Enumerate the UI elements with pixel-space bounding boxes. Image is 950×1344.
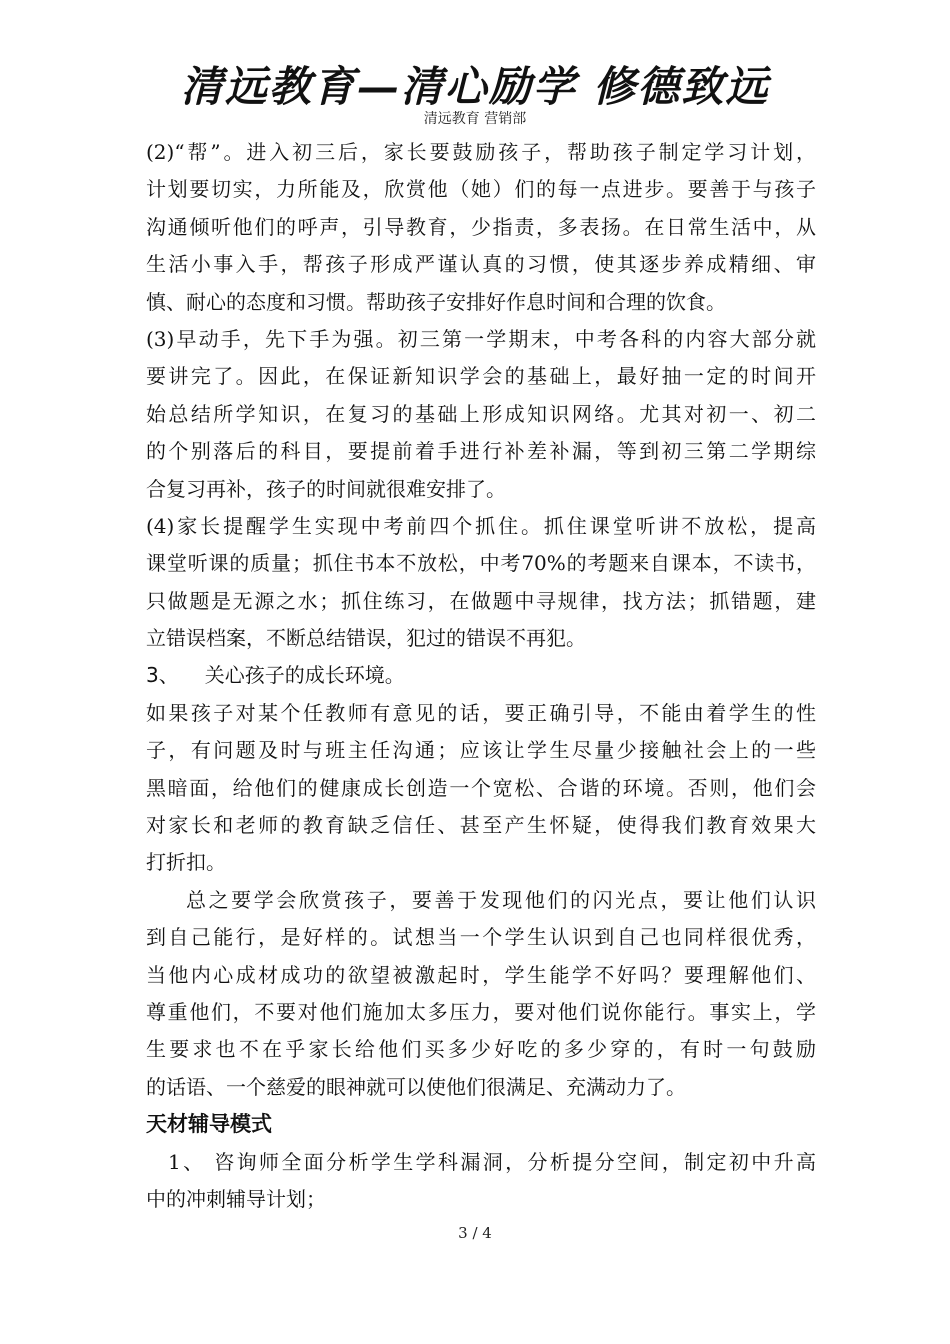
- paragraph-4-line: (4)家长提醒学生实现中考前四个抓住。抓住课堂听讲不放松，提高: [146, 513, 816, 538]
- paragraph-3-line: 合复习再补，孩子的时间就很难安排了。: [146, 476, 506, 501]
- header-subtitle: 清远教育 营销部: [423, 111, 527, 127]
- paragraph-3-line: 始总结所学知识，在复习的基础上形成知识网络。尤其对初一、初二: [146, 401, 816, 426]
- paragraph-2-line: (2)“帮”。进入初三后，家长要鼓励孩子，帮助孩子制定学习计划，: [146, 140, 816, 164]
- paragraph-3-line: (3)早动手，先下手为强。初三第一学期末，中考各科的内容大部分就: [146, 326, 816, 351]
- section-3-number: 3、: [146, 663, 179, 688]
- section-heading: 天材辅导模式: [146, 1112, 272, 1137]
- document-body: [146, 134, 816, 1218]
- paragraph-6-line: 总之要学会欣赏孩子，要善于发现他们的闪光点，要让他们认识: [186, 887, 816, 912]
- paragraph-7-line: 1、 咨询师全面分析学生学科漏洞，分析提分空间，制定初中升高: [168, 1149, 816, 1174]
- paragraph-5-line: 对家长和老师的教育缺乏信任、甚至产生怀疑，使得我们教育效果大: [146, 813, 816, 838]
- paragraph-6-line: 生要求也不在乎家长给他们买多少好吃的多少穿的，有时一句鼓励: [146, 1037, 816, 1062]
- paragraph-5-line: 子，有问题及时与班主任沟通；应该让学生尽量少接触社会上的一些: [146, 738, 816, 763]
- paragraph-5-line: 黑暗面，给他们的健康成长创造一个宽松、合谐的环境。否则，他们会: [146, 775, 816, 800]
- paragraph-6-line: 到自己能行，是好样的。试想当一个学生认识到自己也同样很优秀，: [146, 925, 816, 950]
- paragraph-5-line: 打折扣。: [146, 850, 226, 875]
- paragraph-2-line: 计划要切实，力所能及，欣赏他（她）们的每一点进步。要善于与孩子: [146, 177, 816, 202]
- paragraph-6-line: 的话语、一个慈爱的眼神就可以使他们很满足、充满动力了。: [146, 1074, 686, 1099]
- paragraph-7-line: 中的冲刺辅导计划；: [146, 1186, 326, 1211]
- paragraph-2-line: 慎、耐心的态度和习惯。帮助孩子安排好作息时间和合理的饮食。: [146, 289, 726, 314]
- paragraph-2-line: 生活小事入手，帮孩子形成严谨认真的习惯，使其逐步养成精细、审: [146, 252, 816, 277]
- header-banner: 清远教育—清心励学 修德致远: [180, 62, 770, 111]
- page-number: 3 / 4: [458, 1224, 492, 1242]
- paragraph-4-line: 课堂听课的质量；抓住书本不放松，中考70%的考题来自课本，不读书，: [146, 551, 816, 576]
- paragraph-6-line: 当他内心成材成功的欲望被激起时，学生能学不好吗？要理解他们、: [146, 962, 816, 987]
- paragraph-4-line: 只做题是无源之水；抓住练习，在做题中寻规律，找方法；抓错题，建: [146, 588, 816, 613]
- paragraph-3-line: 要讲完了。因此，在保证新知识学会的基础上，最好抽一定的时间开: [146, 364, 816, 389]
- paragraph-2-line: 沟通倾听他们的呼声，引导教育，少指责，多表扬。在日常生活中，从: [146, 214, 816, 239]
- paragraph-4-line: 立错误档案，不断总结错误，犯过的错误不再犯。: [146, 626, 586, 651]
- paragraph-5-line: 如果孩子对某个任教师有意见的话，要正确引导，不能由着学生的性: [146, 700, 816, 725]
- paragraph-6-line: 尊重他们，不要对他们施加太多压力，要对他们说你能行。事实上，学: [146, 999, 816, 1024]
- section-3-heading: [146, 657, 816, 694]
- paragraph-3-line: 的个别落后的科目，要提前着手进行补差补漏，等到初三第二学期综: [146, 439, 816, 464]
- section-3-title: 关心孩子的成长环境。: [204, 663, 405, 688]
